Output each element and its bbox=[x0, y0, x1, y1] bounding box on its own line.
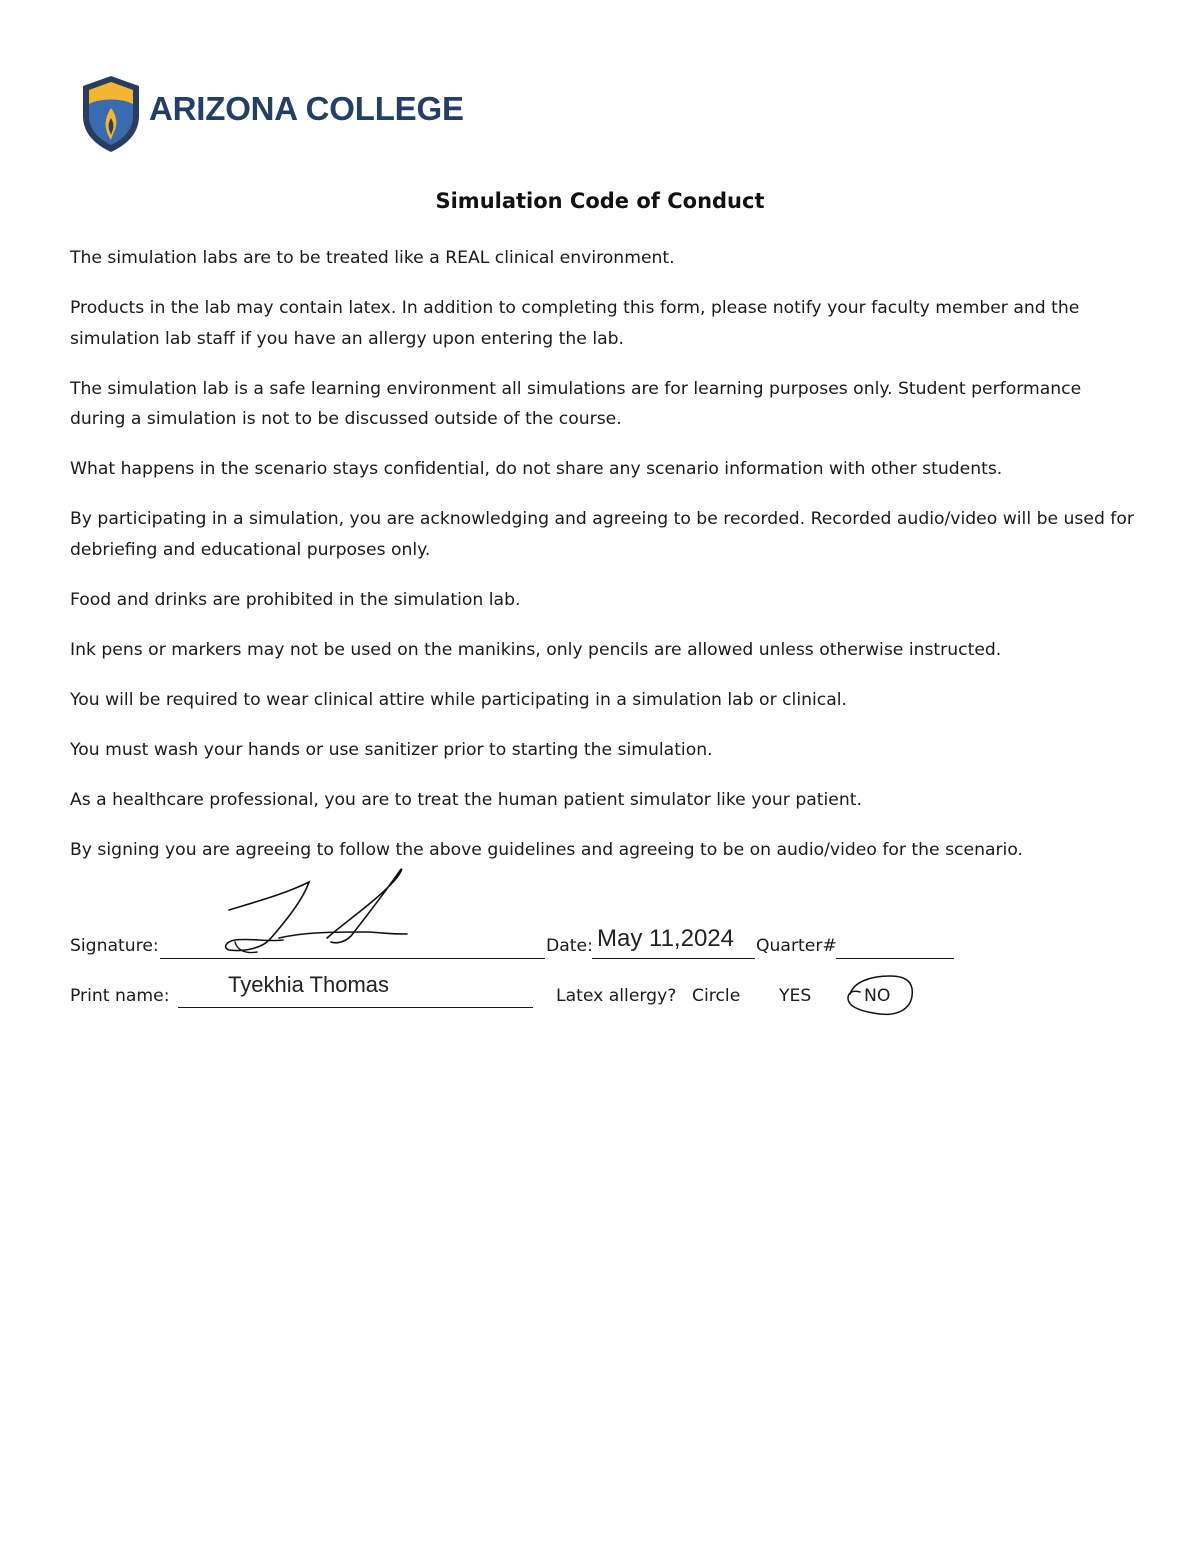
rule-paragraph: The simulation labs are to be treated like a REAL clinical environment. bbox=[70, 248, 675, 268]
quarter-line[interactable] bbox=[836, 958, 954, 959]
rule-paragraph: As a healthcare professional, you are to treat the human patient simulator like your patient. bbox=[70, 789, 862, 810]
date-label: Date: bbox=[546, 936, 593, 956]
rule-paragraph: You will be required to wear clinical attire while participating in a simulation lab or clinical. bbox=[70, 689, 847, 710]
rule-paragraph: Food and drinks are prohibited in the simulation lab. bbox=[70, 589, 521, 610]
print-name-value[interactable]: Tyekhia Thomas bbox=[228, 972, 390, 997]
circle-instruction: Circle bbox=[692, 986, 741, 1006]
college-logo bbox=[80, 74, 480, 154]
logo-wordmark: ARIZONA COLLEGE bbox=[149, 90, 464, 127]
page-title: Simulation Code of Conduct bbox=[435, 189, 765, 213]
rule-paragraph: What happens in the scenario stays confidential, do not share any scenario information with other students. bbox=[70, 459, 1003, 479]
date-line[interactable] bbox=[592, 958, 755, 959]
rule-paragraph: Ink pens or markers may not be used on the manikins, only pencils are allowed unless otherwise instructed. bbox=[70, 639, 1002, 660]
conduct-rules bbox=[70, 243, 1135, 885]
latex-allergy-label: Latex allergy? bbox=[556, 986, 677, 1006]
rule-paragraph: By signing you are agreeing to follow the above guidelines and agreeing to be on audio/video for the scenario. bbox=[70, 839, 1024, 860]
shield-flame-icon bbox=[80, 74, 142, 154]
rule-paragraph: Products in the lab may contain latex. In addition to completing this form, please notify your faculty member and the simulation lab staff if you have an allergy upon entering the lab. bbox=[70, 298, 1080, 349]
print-name-line[interactable] bbox=[178, 1007, 533, 1008]
quarter-label: Quarter# bbox=[756, 936, 837, 956]
latex-yes-option[interactable]: YES bbox=[779, 986, 812, 1006]
handwritten-signature bbox=[215, 862, 415, 962]
selection-circle-mark bbox=[840, 970, 920, 1020]
rule-paragraph: You must wash your hands or use sanitizer prior to starting the simulation. bbox=[70, 739, 713, 760]
print-name-label: Print name: bbox=[70, 986, 170, 1006]
rule-paragraph: By participating in a simulation, you are acknowledging and agreeing to be recorded. Recorded audio/video will be used for debriefing and educational purposes only. bbox=[70, 509, 1134, 560]
latex-no-option[interactable]: NO bbox=[864, 986, 891, 1006]
date-value[interactable]: May 11,2024 bbox=[597, 925, 734, 952]
rule-paragraph: The simulation lab is a safe learning environment all simulations are for learning purposes only. Student performance during a simulation is not to be discussed outside of the course. bbox=[70, 378, 1082, 429]
signature-label: Signature: bbox=[70, 936, 159, 956]
